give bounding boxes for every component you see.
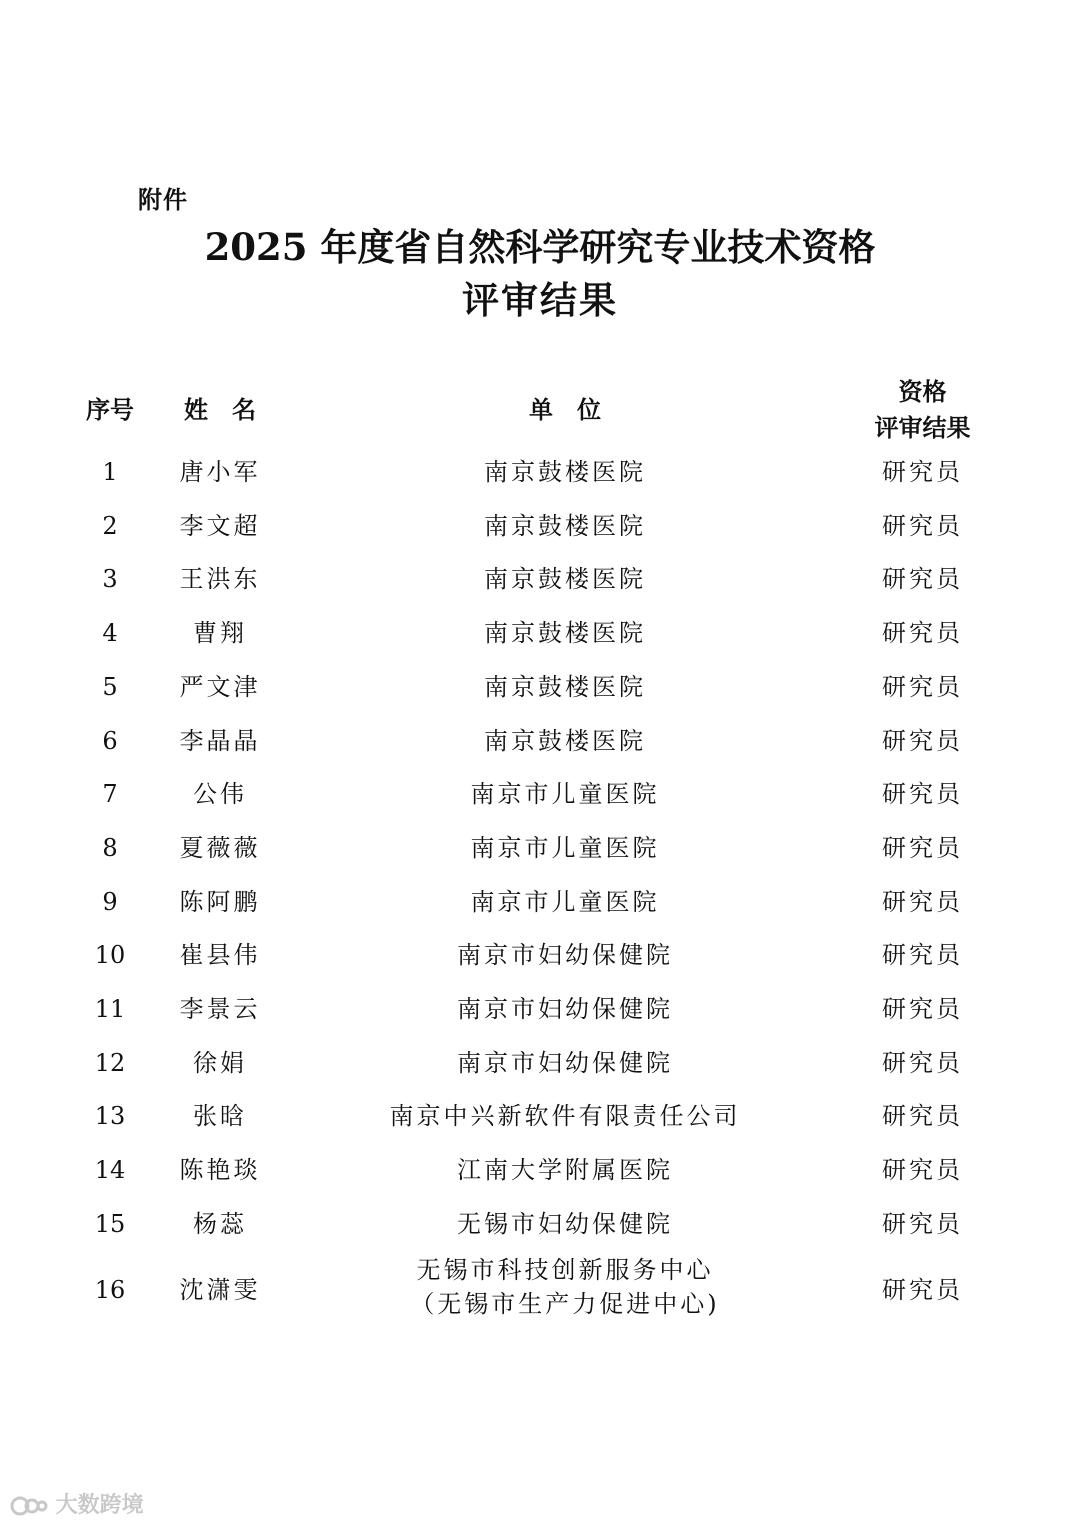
row-name: 张晗 [193,1102,247,1131]
row-number: 5 [102,672,118,701]
header-unit: 单 位 [529,396,601,424]
row-name: 唐小军 [179,458,261,486]
row-name: 徐娟 [193,1048,247,1077]
header-no: 序号 [86,396,134,424]
row-number: 4 [102,619,118,648]
header-result-line1: 资格 [898,378,947,406]
row-name: 杨蕊 [193,1209,247,1238]
row-number: 2 [102,511,118,540]
row-result: 研究员 [882,565,963,594]
row-number: 9 [102,887,118,916]
row-unit: 南京市妇幼保健院 [457,995,673,1023]
row-unit: 无锡市妇幼保健院 [457,1209,673,1238]
row-unit-line1: 无锡市科技创新服务中心 [416,1255,714,1284]
row-number: 1 [102,458,118,486]
row-unit: 南京鼓楼医院 [484,619,646,648]
row-unit: 南京市儿童医院 [470,887,660,916]
row-result: 研究员 [882,1275,963,1304]
row-number: 8 [102,833,118,862]
row-name: 李景云 [179,995,261,1023]
row-name: 沈潇雯 [179,1275,261,1304]
row-number: 11 [94,995,126,1023]
row-unit: 南京鼓楼医院 [484,565,646,594]
row-unit: 南京市儿童医院 [470,833,660,862]
row-name: 严文津 [179,672,261,701]
row-result: 研究员 [882,1102,963,1131]
row-name: 公伟 [193,780,247,809]
header-result-line2: 评审结果 [874,414,971,442]
attachment-label: 附件 [138,186,188,214]
row-number: 14 [94,1156,126,1185]
row-unit: 南京鼓楼医院 [484,726,646,755]
header-result [840,374,1005,446]
header-name: 姓 名 [184,396,256,424]
row-unit: 南京鼓楼医院 [484,458,646,486]
row-result: 研究员 [882,1048,963,1077]
row-unit: 南京市妇幼保健院 [457,1048,673,1077]
row-result: 研究员 [882,833,963,862]
row-result: 研究员 [882,941,963,970]
row-result: 研究员 [882,780,963,809]
row-result: 研究员 [882,995,963,1023]
watermark-logo-icon [10,1495,48,1517]
row-unit: 南京鼓楼医院 [484,511,646,540]
watermark-text: 大数跨境 [55,1493,144,1518]
row-result: 研究员 [882,619,963,648]
row-name: 崔县伟 [179,941,261,970]
row-result: 研究员 [882,1156,963,1185]
row-number: 16 [94,1275,126,1304]
row-unit-line2: （无锡市生产力促进中心) [410,1289,720,1318]
row-name: 王洪东 [179,565,261,594]
row-unit: 江南大学附属医院 [457,1156,673,1185]
row-result: 研究员 [882,887,963,916]
document-subtitle: 评审结果 [462,278,618,322]
row-number: 10 [94,941,126,970]
row-number: 6 [102,726,118,755]
row-result: 研究员 [882,1209,963,1238]
row-number: 12 [94,1048,126,1077]
watermark [10,1488,144,1519]
row-number: 3 [102,565,118,594]
row-result: 研究员 [882,458,963,486]
document-title: 2025 年度省自然科学研究专业技术资格 [204,225,876,269]
row-name: 李文超 [179,511,261,540]
row-unit: 南京中兴新软件有限责任公司 [389,1102,741,1131]
row-name: 夏薇薇 [179,833,261,862]
row-name: 陈阿鹏 [179,887,261,916]
row-number: 7 [102,780,118,809]
row-unit [340,1253,790,1321]
row-number: 13 [94,1102,126,1131]
row-result: 研究员 [882,672,963,701]
row-name: 李晶晶 [179,726,261,755]
row-unit: 南京市妇幼保健院 [457,941,673,970]
row-unit: 南京市儿童医院 [470,780,660,809]
row-result: 研究员 [882,511,963,540]
row-result: 研究员 [882,726,963,755]
row-name: 曹翔 [193,619,247,648]
row-unit: 南京鼓楼医院 [484,672,646,701]
row-name: 陈艳琰 [179,1156,261,1185]
row-number: 15 [94,1209,126,1238]
